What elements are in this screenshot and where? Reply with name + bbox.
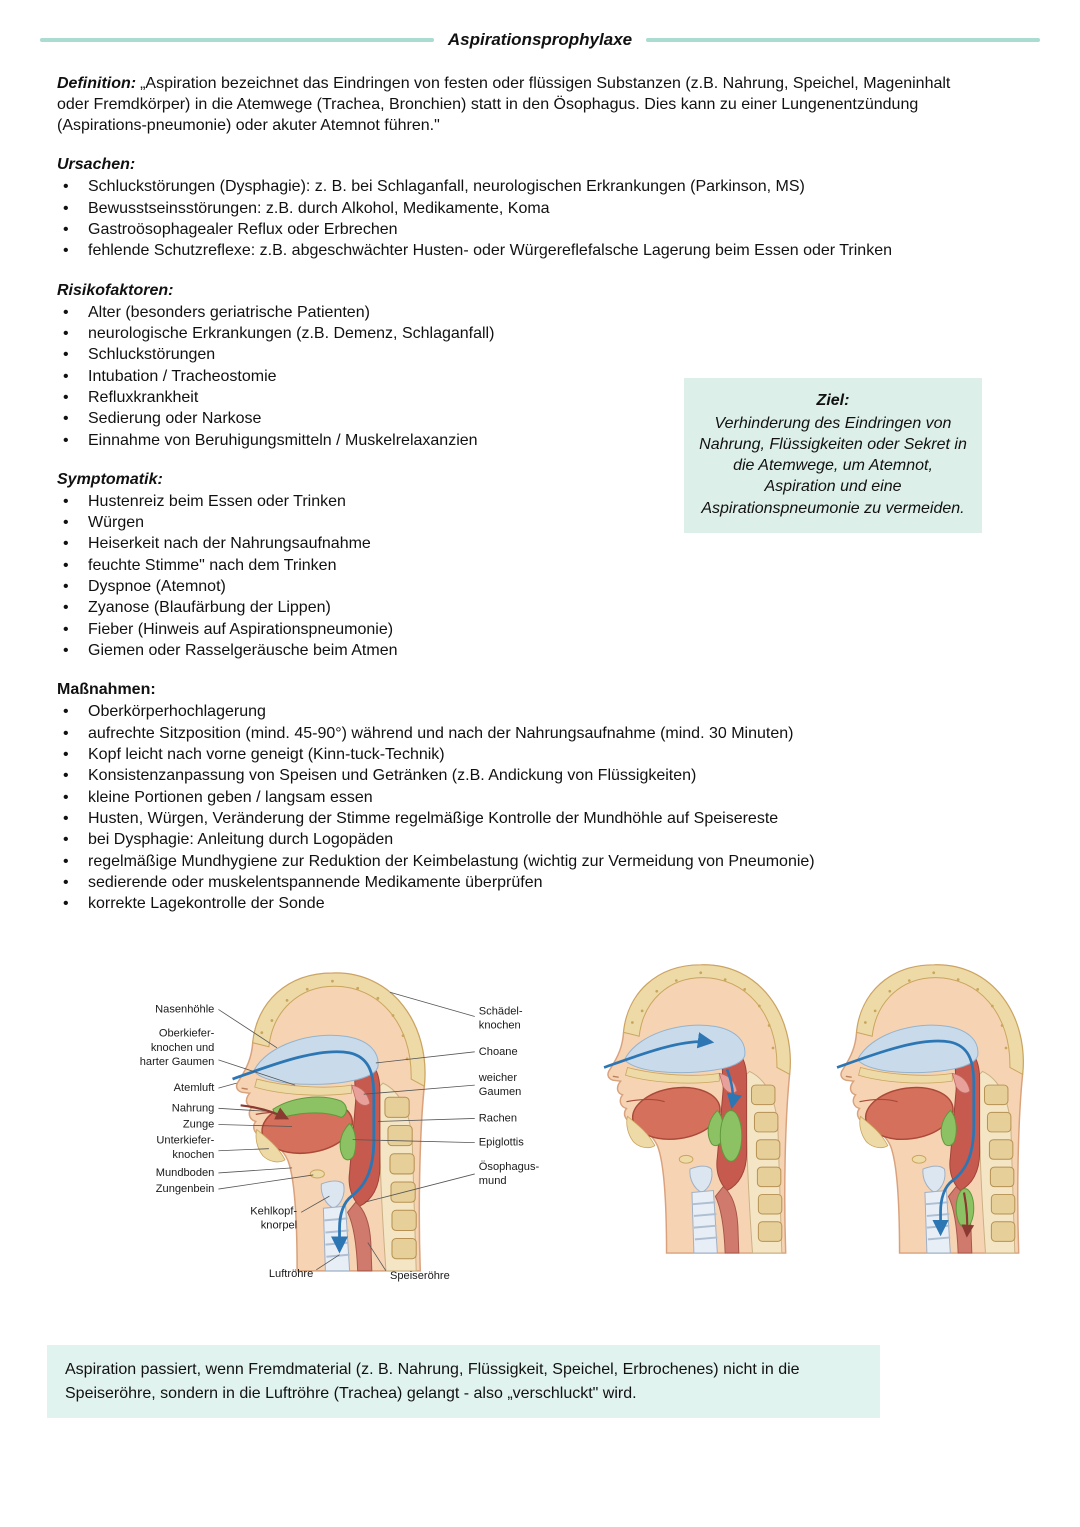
list-item: • feuchte Stimme" nach dem Trinken (57, 556, 975, 576)
list-item: • Kopf leicht nach vorne geneigt (Kinn-tuck-Technik) (57, 745, 975, 765)
ziel-heading: Ziel: (816, 392, 850, 409)
label-schaedel-2: knochen (478, 1020, 521, 1033)
label-zungenbein: Zungenbein (155, 1183, 215, 1196)
anatomy-diagram-swallow (598, 962, 823, 1255)
label-oesophagus-2: mund (478, 1175, 507, 1188)
footer-note-text: Aspiration passiert, wenn Fremdmaterial (z. B. Nahrung, Flüssigkeit, Speichel, Erbrochenes) nicht in die Speiseröhre, sondern in die Luftröhre (Trachea) gelangt - also „verschluckt" wird. (65, 1361, 800, 1402)
list-item: • Fieber (Hinweis auf Aspirationspneumonie) (57, 620, 975, 640)
list-item: • Zyanose (Blaufärbung der Lippen) (57, 598, 975, 618)
definition-label: Definition: (57, 75, 137, 92)
label-luftroehre: Luftröhre (268, 1268, 314, 1281)
section-massnahmen (0, 681, 1080, 914)
list-item: • Konsistenzanpassung von Speisen und Getränken (z.B. Andickung von Flüssigkeiten) (57, 766, 975, 786)
label-atemluft: Atemluft (173, 1082, 215, 1095)
label-nahrung: Nahrung (171, 1102, 215, 1115)
list-item: • neurologische Erkrankungen (z.B. Demenz, Schlaganfall) (57, 324, 975, 344)
list-item: • Sedierung oder Narkose (57, 409, 975, 429)
list-item: • Oberkörperhochlagerung (57, 702, 975, 722)
label-zunge: Zunge (182, 1118, 215, 1131)
footer-note-box (47, 1345, 880, 1417)
label-weicher-gaumen-1: weicher (478, 1072, 518, 1085)
section-ursachen (0, 156, 1080, 261)
label-unterkiefer-2: knochen (172, 1149, 215, 1162)
label-mundboden: Mundboden (155, 1167, 215, 1180)
list-item: • bei Dysphagie: Anleitung durch Logopäden (57, 830, 975, 850)
list-item: • Hustenreiz beim Essen oder Trinken (57, 492, 975, 512)
list-item: • Schluckstörungen (Dysphagie): z. B. bei Schlaganfall, neurologischen Erkrankungen (Parkinson, MS) (57, 177, 975, 197)
label-nasenhoehle: Nasenhöhle (155, 1003, 215, 1016)
massnahmen-list (0, 702, 1015, 914)
list-item: • Würgen (57, 513, 975, 533)
label-kehlkopf-1: Kehlkopf- (250, 1205, 298, 1218)
ursachen-heading: Ursachen: (57, 156, 136, 174)
list-item: • Intubation / Tracheostomie (57, 367, 975, 387)
ursachen-list (0, 177, 1015, 261)
label-kehlkopf-2: knorpel (260, 1219, 298, 1232)
label-oesophagus-1: Ösophagus- (478, 1161, 540, 1174)
list-item: • aufrechte Sitzposition (mind. 45-90°) während und nach der Nahrungsaufnahme (mind. 30 Minuten) (57, 724, 975, 744)
list-item: • Heiserkeit nach der Nahrungsaufnahme (57, 534, 975, 554)
page-title: Aspirationsprophylaxe (447, 30, 633, 49)
list-item: • Gastroösophagealer Reflux oder Erbrechen (57, 220, 975, 240)
list-item: • Einnahme von Beruhigungsmitteln / Muskelrelaxanzien (57, 431, 975, 451)
title-rule-right (646, 38, 1040, 42)
symptomatik-list (0, 492, 1015, 662)
list-item: • fehlende Schutzreflexe: z.B. abgeschwächter Husten- oder Würgereflefalsche Lagerung beim Essen oder Trinken (57, 241, 975, 261)
list-item: • regelmäßige Mundhygiene zur Reduktion der Keimbelastung (wichtig zur Vermeidung von Pneumonie) (57, 852, 975, 872)
anatomy-diagrams (85, 962, 1080, 1290)
definition-paragraph (57, 74, 982, 136)
label-oberkiefer-3: harter Gaumen (139, 1056, 215, 1069)
risikofaktoren-heading: Risikofaktoren: (57, 281, 174, 299)
label-unterkiefer-1: Unterkiefer- (156, 1135, 215, 1148)
list-item: • Husten, Würgen, Veränderung der Stimme regelmäßige Kontrolle der Mundhöhle auf Speisereste (57, 809, 975, 829)
list-item: • Refluxkrankheit (57, 388, 975, 408)
section-symptomatik (0, 471, 1080, 662)
label-weicher-gaumen-2: Gaumen (478, 1086, 522, 1099)
anatomy-diagram-labeled (85, 962, 590, 1290)
label-speiseroehre: Speiseröhre (389, 1270, 450, 1283)
label-choane: Choane (478, 1046, 518, 1059)
list-item: • Alter (besonders geriatrische Patienten) (57, 303, 975, 323)
label-epiglottis: Epiglottis (478, 1137, 524, 1150)
massnahmen-heading: Maßnahmen: (57, 681, 156, 699)
title-rule-left (40, 38, 434, 42)
anatomy-diagram-esophagus (831, 962, 1056, 1255)
list-item: • Dyspnoe (Atemnot) (57, 577, 975, 597)
definition-text: „Aspiration bezeichnet das Eindringen von festen oder flüssigen Substanzen (z.B. Nahrung, Speichel, Mageninhalt oder Fremdkörper) in die Atemwege (Trachea, Bronchien) statt in den Ösophagus. Dies kann zu einer Lungenentzündung (Aspirations-pneumonie) oder akuter Atemnot führen." (57, 75, 951, 134)
document-header (0, 0, 1080, 50)
list-item: • Schluckstörungen (57, 345, 975, 365)
label-oberkiefer-1: Oberkiefer- (158, 1028, 215, 1041)
label-oberkiefer-2: knochen und (150, 1042, 215, 1055)
list-item: • sedierende oder muskelentspannende Medikamente überprüfen (57, 873, 975, 893)
symptomatik-heading: Symptomatik: (57, 470, 163, 488)
list-item: • Giemen oder Rasselgeräusche beim Atmen (57, 641, 975, 661)
ziel-text: Verhinderung des Eindringen von Nahrung, Flüssigkeiten oder Sekret in die Atemwege, um Atemnot, Aspiration und eine Aspirationspneumonie zu vermeiden. (699, 415, 967, 517)
list-item: • kleine Portionen geben / langsam essen (57, 788, 975, 808)
list-item: • Bewusstseinsstörungen: z.B. durch Alkohol, Medikamente, Koma (57, 199, 975, 219)
list-item: • korrekte Lagekontrolle der Sonde (57, 894, 975, 914)
label-rachen: Rachen (478, 1112, 518, 1125)
label-schaedel-1: Schädel- (478, 1005, 523, 1018)
